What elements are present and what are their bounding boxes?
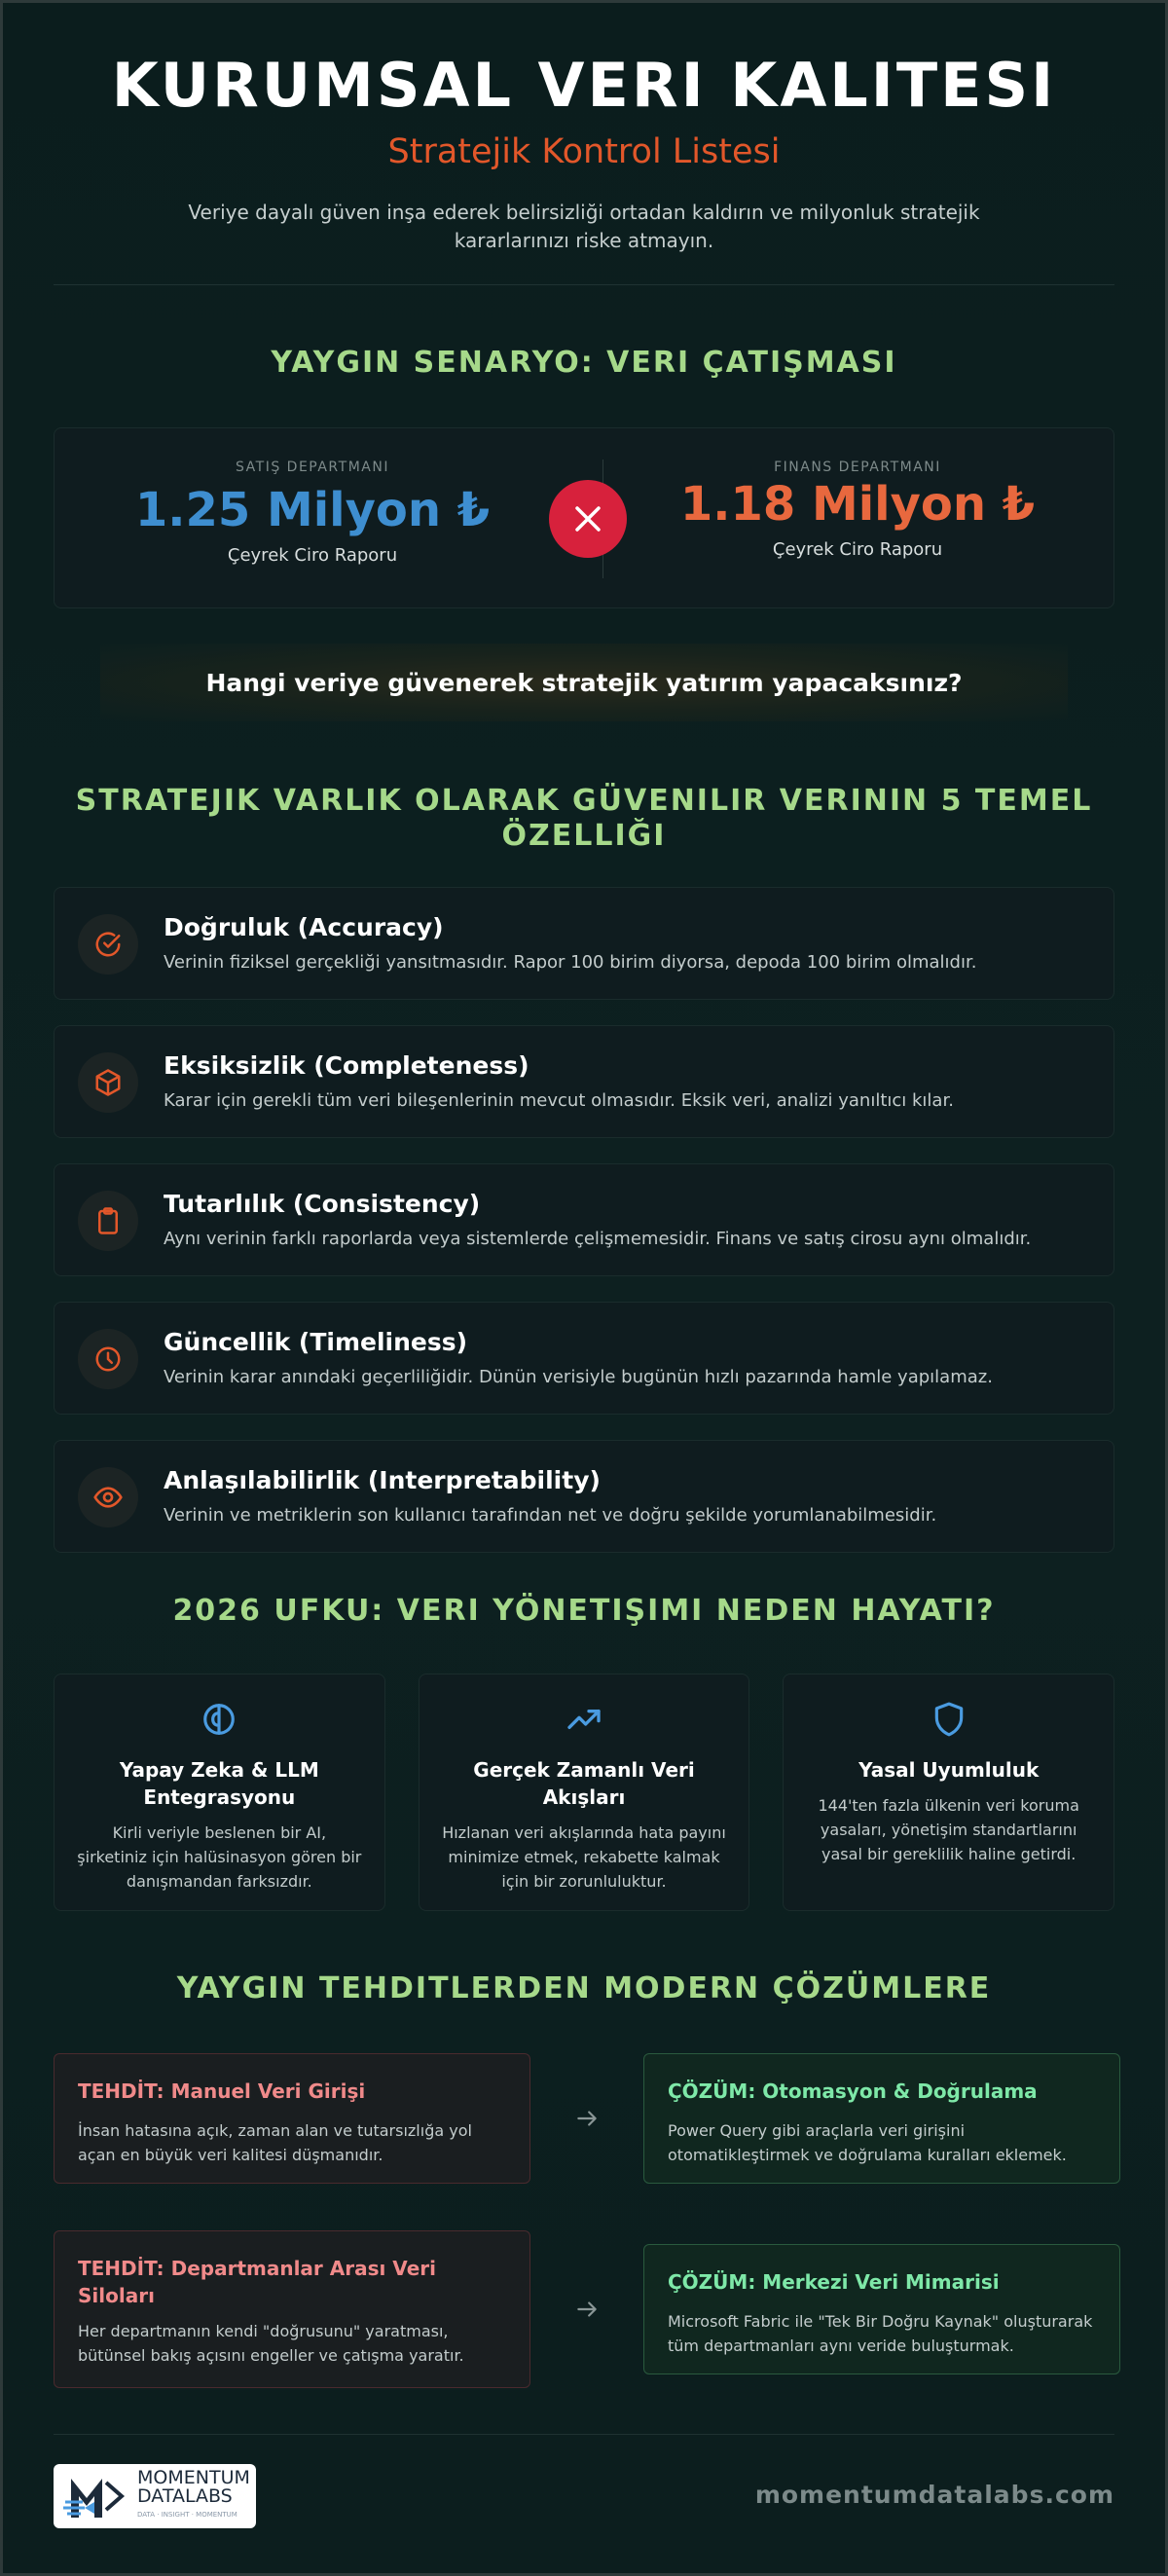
finance-department xyxy=(653,460,1062,560)
conflict-x-icon xyxy=(549,480,627,558)
card-title: Yasal Uyumluluk xyxy=(858,1758,1040,1782)
logo-line2: DATALABS xyxy=(137,2484,233,2507)
horizon-title: 2026 UFKU: VERI YÖNETIŞIMI NEDEN HAYATI? xyxy=(172,1594,996,1628)
feature-name: Tutarlılık (Consistency) xyxy=(164,1190,481,1218)
question-text: Hangi veriye güvenerek stratejik yatırım yapacaksınız? xyxy=(205,668,963,697)
clock-icon xyxy=(78,1329,138,1389)
feature-desc: Aynı verinin farklı raporlarda veya sistemlerde çelişmemesidir. Finans ve satış cirosu aynı olmalıdır. xyxy=(164,1229,1032,1249)
check-circle-icon xyxy=(78,914,138,975)
card-title: Yapay Zeka & LLM Entegrasyonu xyxy=(119,1758,319,1809)
feature-name: Güncellik (Timeliness) xyxy=(164,1328,468,1356)
clipboard-icon xyxy=(78,1191,138,1251)
features-title: STRATEJIK VARLIK OLARAK GÜVENILIR VERININ 5 TEMEL ÖZELLIĞI xyxy=(75,784,1093,853)
question-banner xyxy=(100,644,1068,721)
feature-interpretability xyxy=(54,1440,1114,1553)
threat-title: TEHDİT: Manuel Veri Girişi xyxy=(78,2079,366,2103)
solution-title: ÇÖZÜM: Merkezi Veri Mimarisi xyxy=(668,2270,1000,2294)
sales-label: SATIŞ DEPARTMANI xyxy=(236,460,389,475)
shield-icon xyxy=(805,1698,1092,1741)
scenario-title: YAYGIN SENARYO: VERI ÇATIŞMASI xyxy=(271,346,897,380)
card-compliance xyxy=(783,1674,1114,1911)
arrow-right-icon xyxy=(569,2292,604,2327)
feature-consistency xyxy=(54,1163,1114,1276)
sales-amount: 1.25 Milyon ₺ xyxy=(134,483,491,537)
finance-amount: 1.18 Milyon ₺ xyxy=(679,477,1036,532)
website-link[interactable]: momentumdatalabs.com xyxy=(754,2481,1114,2509)
threat-box xyxy=(54,2230,530,2388)
trend-up-icon xyxy=(441,1698,728,1741)
feature-name: Doğruluk (Accuracy) xyxy=(164,913,444,941)
features-list xyxy=(54,887,1114,1553)
threat-desc: İnsan hatasına açık, zaman alan ve tutarsızlığa yol açan en büyük veri kalitesi düşmanıdır. xyxy=(78,2121,472,2164)
feature-name: Eksiksizlik (Completeness) xyxy=(164,1051,529,1080)
feature-desc: Verinin karar anındaki geçerliliğidir. Dünün verisiyle bugünün hızlı pazarında hamle yapılamaz. xyxy=(164,1367,993,1387)
solution-title: ÇÖZÜM: Otomasyon & Doğrulama xyxy=(668,2079,1038,2103)
company-logo xyxy=(54,2464,256,2528)
threat-box xyxy=(54,2053,530,2184)
intro-text: Veriye dayalı güven inşa ederek belirsizliği ortadan kaldırın ve milyonluk stratejik kararlarınızı riske atmayın. xyxy=(188,201,980,252)
feature-accuracy xyxy=(54,887,1114,1000)
footer-divider xyxy=(54,2434,1114,2435)
threat-solution-row xyxy=(54,2053,1114,2184)
card-ai-llm xyxy=(54,1674,385,1911)
page-subtitle: Stratejik Kontrol Listesi xyxy=(387,132,781,171)
feature-completeness xyxy=(54,1025,1114,1138)
threat-desc: Her departmanın kendi "doğrusunu" yaratması, bütünsel bakış açısını engeller ve çatışma yaratır. xyxy=(78,2322,464,2365)
card-title: Gerçek Zamanlı Veri Akışları xyxy=(473,1758,695,1809)
page-title: KURUMSAL VERI KALITESI xyxy=(111,50,1057,121)
conflict-panel xyxy=(54,427,1114,608)
feature-name: Anlaşılabilirlik (Interpretability) xyxy=(164,1466,601,1494)
solution-box xyxy=(643,2244,1120,2374)
brain-icon xyxy=(76,1698,363,1741)
card-realtime xyxy=(419,1674,750,1911)
logo-tagline: DATA · INSIGHT · MOMENTUM xyxy=(137,2510,237,2519)
finance-report: Çeyrek Ciro Raporu xyxy=(772,539,943,560)
finance-label: FINANS DEPARTMANI xyxy=(774,460,941,475)
solution-desc: Microsoft Fabric ile "Tek Bir Doğru Kaynak" oluşturarak tüm departmanları aynı veride buluşturmak. xyxy=(668,2312,1093,2355)
feature-desc: Karar için gerekli tüm veri bileşenlerinin mevcut olmasıdır. Eksik veri, analizi yanıltıcı kılar. xyxy=(164,1090,954,1111)
feature-desc: Verinin fiziksel gerçekliği yansıtmasıdır. Rapor 100 birim diyorsa, depoda 100 birim olmalıdır. xyxy=(164,952,977,973)
logo-text xyxy=(137,2466,250,2524)
solution-box xyxy=(643,2053,1120,2184)
sales-report: Çeyrek Ciro Raporu xyxy=(227,545,398,566)
threat-title: TEHDİT: Departmanlar Arası Veri Siloları xyxy=(78,2257,436,2307)
horizon-cards xyxy=(54,1674,1114,1911)
logo-mark-icon xyxy=(61,2469,131,2523)
header xyxy=(3,3,1165,255)
solution-desc: Power Query gibi araçlarla veri girişini otomatikleştirmek ve doğrulama kuralları eklemek. xyxy=(668,2121,1067,2164)
box-icon xyxy=(78,1052,138,1113)
eye-icon xyxy=(78,1467,138,1527)
feature-desc: Verinin ve metriklerin son kullanıcı tarafından net ve doğru şekilde yorumlanabilmesidir. xyxy=(164,1505,937,1526)
sales-department xyxy=(108,460,517,566)
card-desc: 144'ten fazla ülkenin veri koruma yasaları, yönetişim standartlarını yasal bir gereklilik haline getirdi. xyxy=(818,1796,1079,1863)
logo-line1: MOMENTUM xyxy=(137,2466,250,2488)
feature-timeliness xyxy=(54,1302,1114,1415)
card-desc: Kirli veriyle beslenen bir AI, şirketiniz için halüsinasyon gören bir danışmandan farksızdır. xyxy=(77,1823,362,1891)
divider xyxy=(54,284,1114,285)
threats-title: YAYGIN TEHDITLERDEN MODERN ÇÖZÜMLERE xyxy=(176,1971,992,2006)
card-desc: Hızlanan veri akışlarında hata payını minimize etmek, rekabette kalmak için bir zorunluluktur. xyxy=(442,1823,726,1891)
arrow-right-icon xyxy=(569,2101,604,2136)
threat-solution-row xyxy=(54,2230,1114,2388)
